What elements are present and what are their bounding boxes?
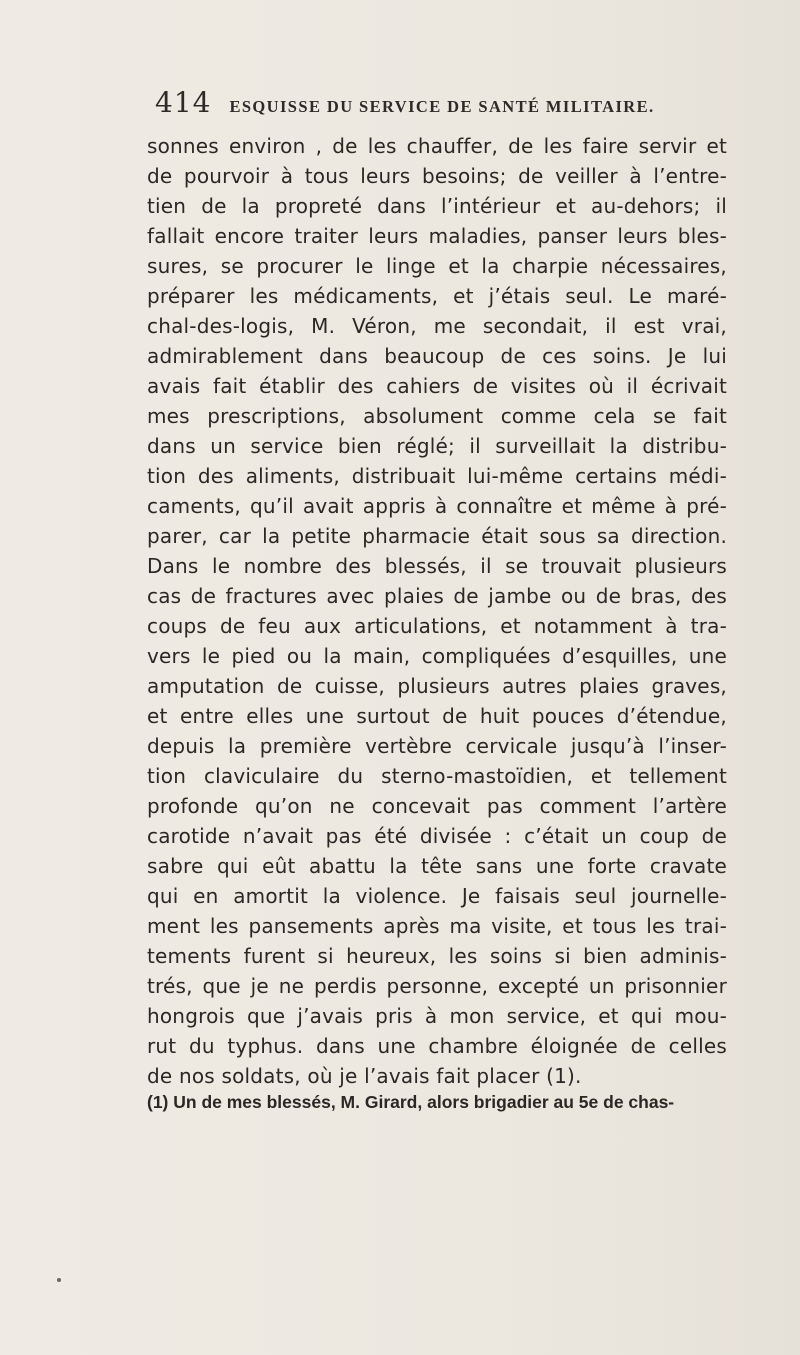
paper-speck — [57, 1278, 61, 1282]
text-line: préparer les médicaments, et j’étais seul. Le maré- — [147, 284, 727, 308]
text-line: sonnes environ , de les chauffer, de les faire servir et — [147, 134, 727, 158]
text-line: tion des aliments, distribuait lui-même certains médi- — [147, 464, 727, 488]
text-line: de pourvoir à tous leurs besoins; de veiller à l’entre- — [147, 164, 727, 188]
text-line: chal-des-logis, M. Véron, me secondait, il est vrai, — [147, 314, 727, 338]
text-line: tien de la propreté dans l’intérieur et au-dehors; il — [147, 194, 727, 218]
text-line: trés, que je ne perdis personne, excepté un prisonnier — [147, 974, 727, 998]
text-line: vers le pied ou la main, compliquées d’esquilles, une — [147, 644, 727, 668]
text-line: hongrois que j’avais pris à mon service, et qui mou- — [147, 1004, 727, 1028]
text-line: avais fait établir des cahiers de visites où il écrivait — [147, 374, 727, 398]
text-line: tements furent si heureux, les soins si bien adminis- — [147, 944, 727, 968]
page-number: 414 — [155, 86, 212, 119]
text-line: sabre qui eût abattu la tête sans une forte cravate — [147, 854, 727, 878]
footnote: (1) Un de mes blessés, M. Girard, alors brigadier au 5e de chas- — [147, 1092, 675, 1112]
text-line: caments, qu’il avait appris à connaître et même à pré- — [147, 494, 727, 518]
text-line: amputation de cuisse, plusieurs autres plaies graves, — [147, 674, 727, 698]
text-line: cas de fractures avec plaies de jambe ou de bras, des — [147, 584, 727, 608]
text-line: sures, se procurer le linge et la charpie nécessaires, — [147, 254, 727, 278]
text-line: Dans le nombre des blessés, il se trouvait plusieurs — [147, 554, 727, 578]
text-line: tion claviculaire du sterno-mastoïdien, et tellement — [147, 764, 727, 788]
text-line: mes prescriptions, absolument comme cela se fait — [147, 404, 727, 428]
text-line: parer, car la petite pharmacie était sous sa direction. — [147, 524, 727, 548]
text-line: et entre elles une surtout de huit pouces d’étendue, — [147, 704, 727, 728]
text-line: coups de feu aux articulations, et notamment à tra- — [147, 614, 727, 638]
text-line: dans un service bien réglé; il surveillait la distribu- — [147, 434, 727, 458]
text-line: ment les pansements après ma visite, et tous les trai- — [147, 914, 727, 938]
page-header — [155, 86, 655, 120]
text-line: profonde qu’on ne concevait pas comment l’artère — [147, 794, 727, 818]
text-line: depuis la première vertèbre cervicale jusqu’à l’inser- — [147, 734, 727, 758]
running-title: ESQUISSE DU SERVICE DE SANTÉ MILITAIRE. — [229, 97, 655, 116]
text-line: de nos soldats, où je l’avais fait placer (1). — [147, 1064, 582, 1088]
text-line: admirablement dans beaucoup de ces soins. Je lui — [147, 344, 727, 368]
body-text — [147, 131, 727, 1091]
text-line: rut du typhus. dans une chambre éloignée de celles — [147, 1034, 727, 1058]
text-line: fallait encore traiter leurs maladies, panser leurs bles- — [147, 224, 727, 248]
text-line: qui en amortit la violence. Je faisais seul journelle- — [147, 884, 727, 908]
text-line: carotide n’avait pas été divisée : c’était un coup de — [147, 824, 727, 848]
